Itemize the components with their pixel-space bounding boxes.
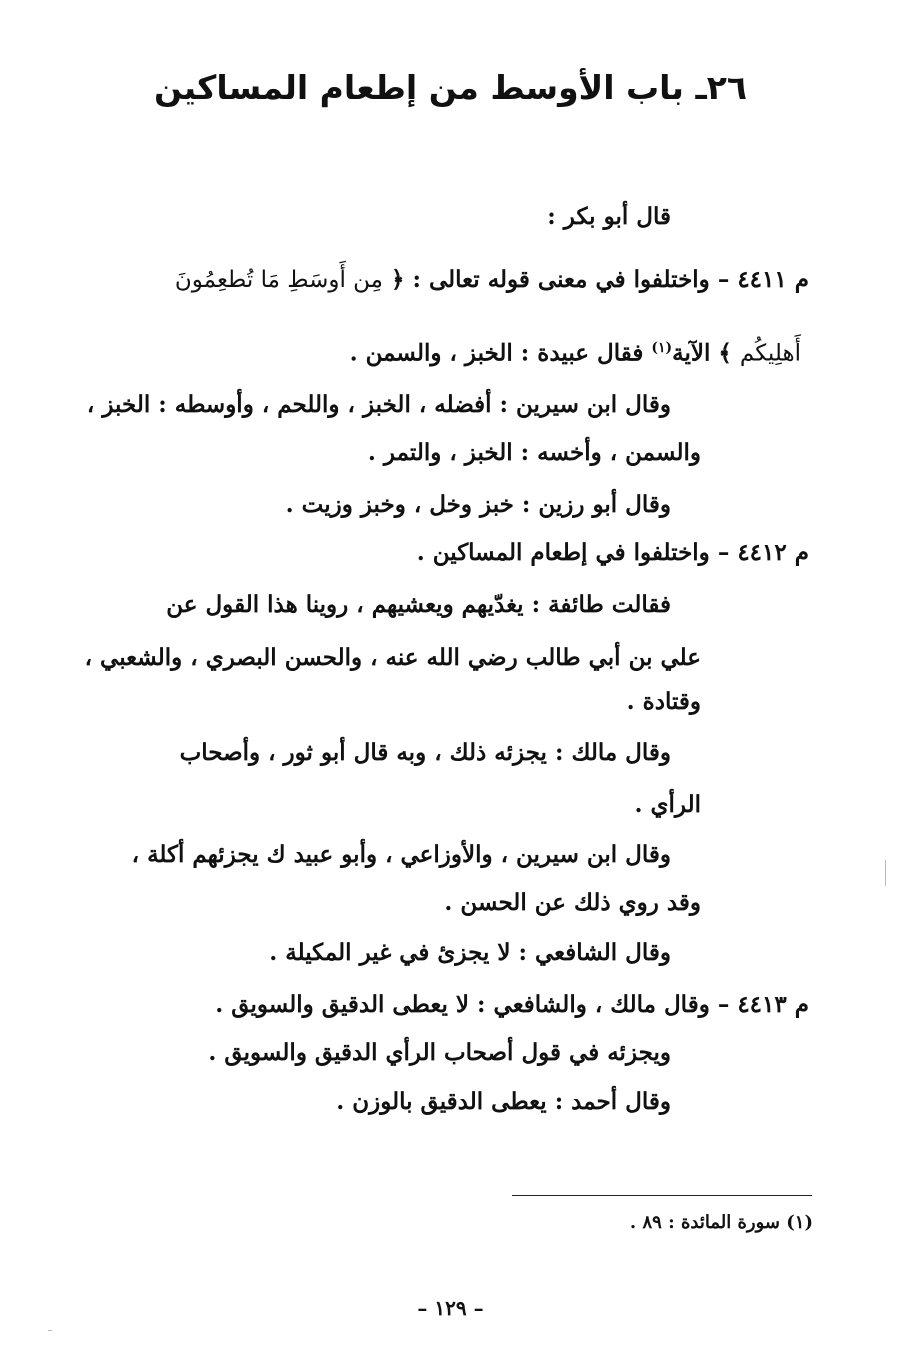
page-number: – ١٢٩ – <box>417 1296 484 1320</box>
scan-artifact-mark <box>48 1330 52 1331</box>
paragraph-line: وقد روي ذلك عن الحسن . <box>444 889 701 916</box>
paragraph-line: فقالت طائفة : يغدّيهم ويعشيهم ، روينا هذا القول عن <box>166 591 671 618</box>
paragraph-line: وقال مالك : يجزئه ذلك ، وبه قال أبو ثور ، وأصحاب <box>179 739 671 766</box>
entry-4411-text-c: فقال عبيدة : الخبز ، والسمن . <box>349 339 644 367</box>
entry-4412-text: واختلفوا في إطعام المساكين . <box>416 539 710 566</box>
quran-verse-part-1: مِن أَوسَطِ مَا تُطعِمُونَ <box>174 267 383 293</box>
paragraph-line: وقال الشافعي : لا يجزئ في غير المكيلة . <box>269 939 671 966</box>
paragraph-line: والسمن ، وأخسه : الخبز ، والتمر . <box>367 439 701 466</box>
entry-4411-line-2 <box>350 333 801 369</box>
entry-4412-number: م ٤٤١٢ – <box>717 539 809 566</box>
entry-4411-text-b: ﴾ الآية <box>672 339 732 367</box>
quran-verse-part-2: أَهلِيكُم <box>739 340 801 367</box>
paragraph-line: وقال أبو رزين : خبز وخل ، وخبز وزيت . <box>285 491 671 518</box>
entry-4412-line <box>417 538 809 568</box>
scan-artifact-mark <box>885 860 886 886</box>
entry-4413-number: م ٤٤١٣ – <box>717 991 809 1018</box>
entry-4411-text-a: واختلفوا في معنى قوله تعالى : ﴿ <box>391 266 710 293</box>
entry-4413-line <box>215 990 809 1020</box>
paragraph-line: الرأي . <box>634 791 701 818</box>
paragraph-line: علي بن أبي طالب رضي الله عنه ، والحسن البصري ، والشعبي ، <box>84 644 701 671</box>
entry-4411-number: م ٤٤١١ – <box>717 266 809 293</box>
paragraph-line: وقتادة . <box>626 688 701 715</box>
paragraph-line: ويجزئه في قول أصحاب الرأي الدقيق والسويق . <box>208 1039 671 1066</box>
intro-line: قال أبو بكر : <box>547 203 671 230</box>
footnote-ref-1: (١) <box>651 340 673 356</box>
footnote-divider <box>512 1195 812 1196</box>
footnote-1: (١) سورة المائدة : ٨٩ . <box>629 1212 813 1233</box>
entry-4411-line-1 <box>175 265 809 295</box>
chapter-title: ٢٦ـ باب الأوسط من إطعام المساكين <box>153 68 748 107</box>
paragraph-line: وقال ابن سيرين : أفضله ، الخبز ، واللحم ، وأوسطه : الخبز ، <box>86 391 671 418</box>
entry-4413-text: وقال مالك ، والشافعي : لا يعطى الدقيق والسويق . <box>215 991 710 1018</box>
paragraph-line: وقال ابن سيرين ، والأوزاعي ، وأبو عبيد ك يجزئهم أكلة ، <box>131 841 671 868</box>
paragraph-line: وقال أحمد : يعطى الدقيق بالوزن . <box>336 1088 671 1115</box>
